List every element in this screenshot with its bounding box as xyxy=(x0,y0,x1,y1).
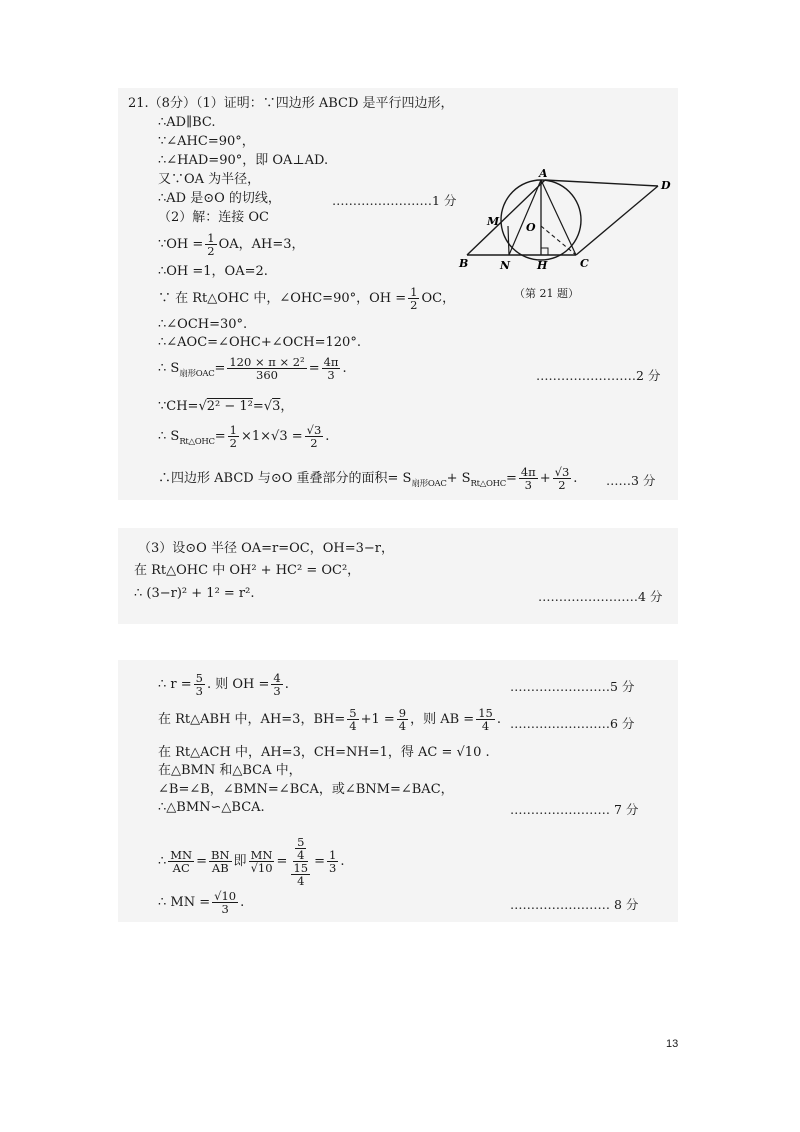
score-2: ……………………2 分 xyxy=(536,368,661,383)
figure-caption: （第 21 题） xyxy=(514,287,579,300)
part3-line-11: ∴ MN = $\frac{√10}{3}$ . xyxy=(158,889,245,916)
part2-line-4: ∴∠OCH=30°. xyxy=(158,317,248,332)
edge-ba xyxy=(467,180,545,255)
edge-ad xyxy=(545,180,658,186)
part1-line-2: ∵∠AHC=90°， xyxy=(158,134,255,149)
score-5: ……………………5 分 xyxy=(510,679,635,694)
problem-header: 21.（8分）（1）证明：∵四边形 ABCD 是平行四边形， xyxy=(128,96,454,111)
segment-ac xyxy=(541,180,576,255)
part3-line-1: （3）设⊙O 半径 OA=r=OC，OH=3−r， xyxy=(138,541,395,556)
part3-line-6: 在 Rt△ACH 中，AH=3，CH=NH=1，得 AC = √10 . xyxy=(158,745,490,760)
right-angle-mark xyxy=(541,248,548,255)
edge-dc xyxy=(576,186,658,255)
part3-line-3: ∴ (3−r)² + 1² = r². xyxy=(134,586,255,601)
geometry-figure xyxy=(459,167,687,293)
part2-line-7: ∵CH=√2² − 1²=√3， xyxy=(158,399,294,414)
part3-line-8: ∠B=∠B，∠BMN=∠BCA，或∠BNM=∠BAC， xyxy=(158,782,454,797)
part2-line-3: ∵ 在 Rt△OHC 中，∠OHC=90°，OH = $\frac{1}{2}$ OC， xyxy=(158,285,456,312)
segment-oc-dashed xyxy=(541,226,576,255)
part3-line-9: ∴△BMN∽△BCA. xyxy=(158,800,265,815)
part1-line-4: 又∵OA 为半径， xyxy=(158,172,261,187)
label-h: H xyxy=(537,259,548,272)
part2-line-2: ∴OH =1，OA=2. xyxy=(158,264,268,279)
label-d: D xyxy=(661,179,671,192)
part2-line-1: ∵OH = $\frac{1}{2}$ OA，AH=3， xyxy=(158,231,305,258)
part1-line-1: ∴AD∥BC. xyxy=(158,115,216,130)
part3-line-2: 在 Rt△OHC 中 OH² + HC² = OC²， xyxy=(134,563,361,578)
part3-line-7: 在△BMN 和△BCA 中， xyxy=(158,763,302,778)
label-c: C xyxy=(580,257,589,270)
part2-line-6: ∴ $S_{扇形OAC}=$ $\frac{\text{120 × π × 2²}}{360}$ = $\frac{4\pi}{3}$ . xyxy=(158,355,347,382)
part1-line-3: ∴∠HAD=90°，即 OA⊥AD. xyxy=(158,153,329,168)
label-m: M xyxy=(487,215,500,228)
score-7: …………………… 7 分 xyxy=(510,802,639,817)
score-1: ……………………1 分 xyxy=(332,193,457,208)
page-number: 13 xyxy=(666,1038,679,1050)
label-o: O xyxy=(526,221,536,234)
part2-line-8: ∴ $S_{Rt\triangle OHC}=$ $\frac{1}{2}$ ×1×√3 = $\frac{√3}{2}$ . xyxy=(158,423,330,450)
label-a: A xyxy=(539,167,548,180)
part2-head: （2）解：连接 OC xyxy=(158,210,270,225)
part2-line-5: ∴∠AOC=∠OHC+∠OCH=120°. xyxy=(158,335,361,350)
score-3: ……3 分 xyxy=(606,473,656,488)
label-b: B xyxy=(459,257,469,270)
label-n: N xyxy=(500,259,511,272)
part3-line-10: ∴ $\frac{MN}{AC}$ = $\frac{BN}{AB}$ 即 $\frac{MN}{√10}$ = $\frac{\frac{5}{4}}{\frac{15}{4}}$ = $\frac{1}{3}$ . xyxy=(158,835,345,888)
part1-line-5: ∴AD 是⊙O 的切线， xyxy=(158,191,281,206)
score-6: ……………………6 分 xyxy=(510,716,635,731)
part3-line-4: ∴ r = $\frac{5}{3}$ . 则 OH = $\frac{4}{3}$ . xyxy=(158,671,289,698)
part3-line-5: 在 Rt△ABH 中，AH=3，BH= $\frac{5}{4}$ +1 = $\frac{9}{4}$ ，则 AB = $\frac{15}{4}$ . xyxy=(158,706,501,733)
part2-line-9: ∴四边形 ABCD 与⊙O 重叠部分的面积= $S_{扇形OAC}+ S_{Rt\triangle OHC}=$ $\frac{4\pi}{3}$ + $\frac{√3}{2}$ . xyxy=(158,465,578,492)
score-8: …………………… 8 分 xyxy=(510,897,639,912)
score-4: ……………………4 分 xyxy=(538,589,663,604)
segment-mn xyxy=(508,226,509,255)
